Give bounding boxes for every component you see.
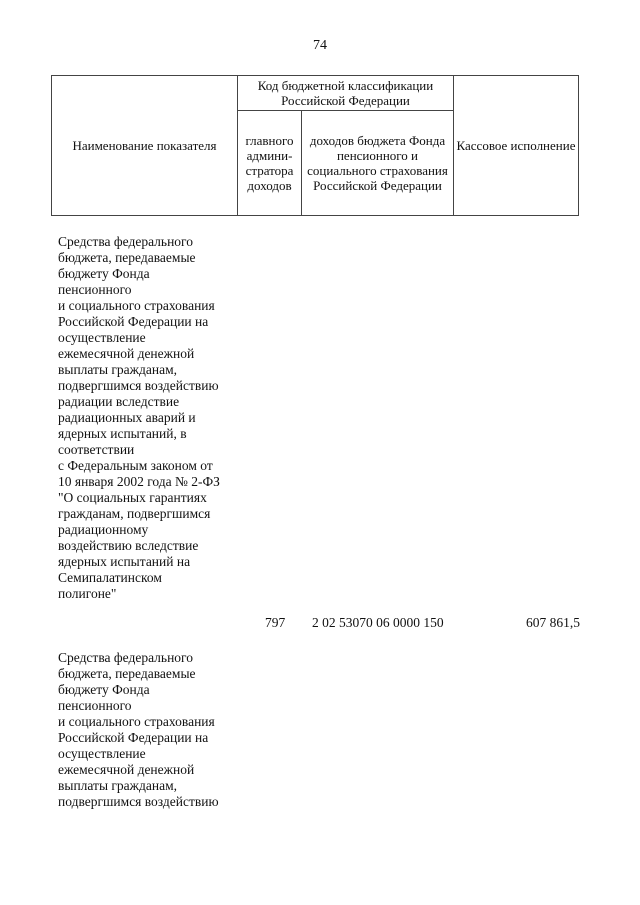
header-execution-column: Кассовое исполнение — [454, 76, 579, 216]
header-code-column: доходов бюджета Фонда пенсионного и социального страхования Российской Федерации — [302, 111, 454, 216]
header-classification-group: Код бюджетной классификации Российской Федерации — [238, 76, 454, 111]
header-name-column: Наименование показателя — [52, 76, 238, 216]
table-row — [58, 234, 253, 602]
table-header — [51, 75, 579, 216]
table-row — [58, 650, 253, 810]
row-name: Средства федерального бюджета, передаваемые бюджету Фонда пенсионного и социального страхования Российской Федерации на осуществление ежемесячной денежной выплаты гражданам, подвергшимся воздействию радиации вследствие радиационных аварий и ядерных испытаний, в соответствии с Федеральным законом от 10 января 2002 года № 2-ФЗ "О социальных гарантиях гражданам, подвергшимся радиационному воздействию вследствие ядерных испытаний на Семипалатинском полигоне" — [58, 234, 220, 601]
row-execution-value: 607 861,5 — [526, 615, 580, 630]
page-number: 74 — [313, 38, 327, 53]
header-admin-column: главного админи-стратора доходов — [238, 111, 302, 216]
row-admin-code: 797 — [265, 615, 286, 630]
row-name: Средства федерального бюджета, передаваемые бюджету Фонда пенсионного и социального страхования Российской Федерации на осуществление ежемесячной денежной выплаты гражданам, подвергшимся воздействию — [58, 650, 219, 809]
row-income-code: 2 02 53070 06 0000 150 — [312, 615, 444, 630]
